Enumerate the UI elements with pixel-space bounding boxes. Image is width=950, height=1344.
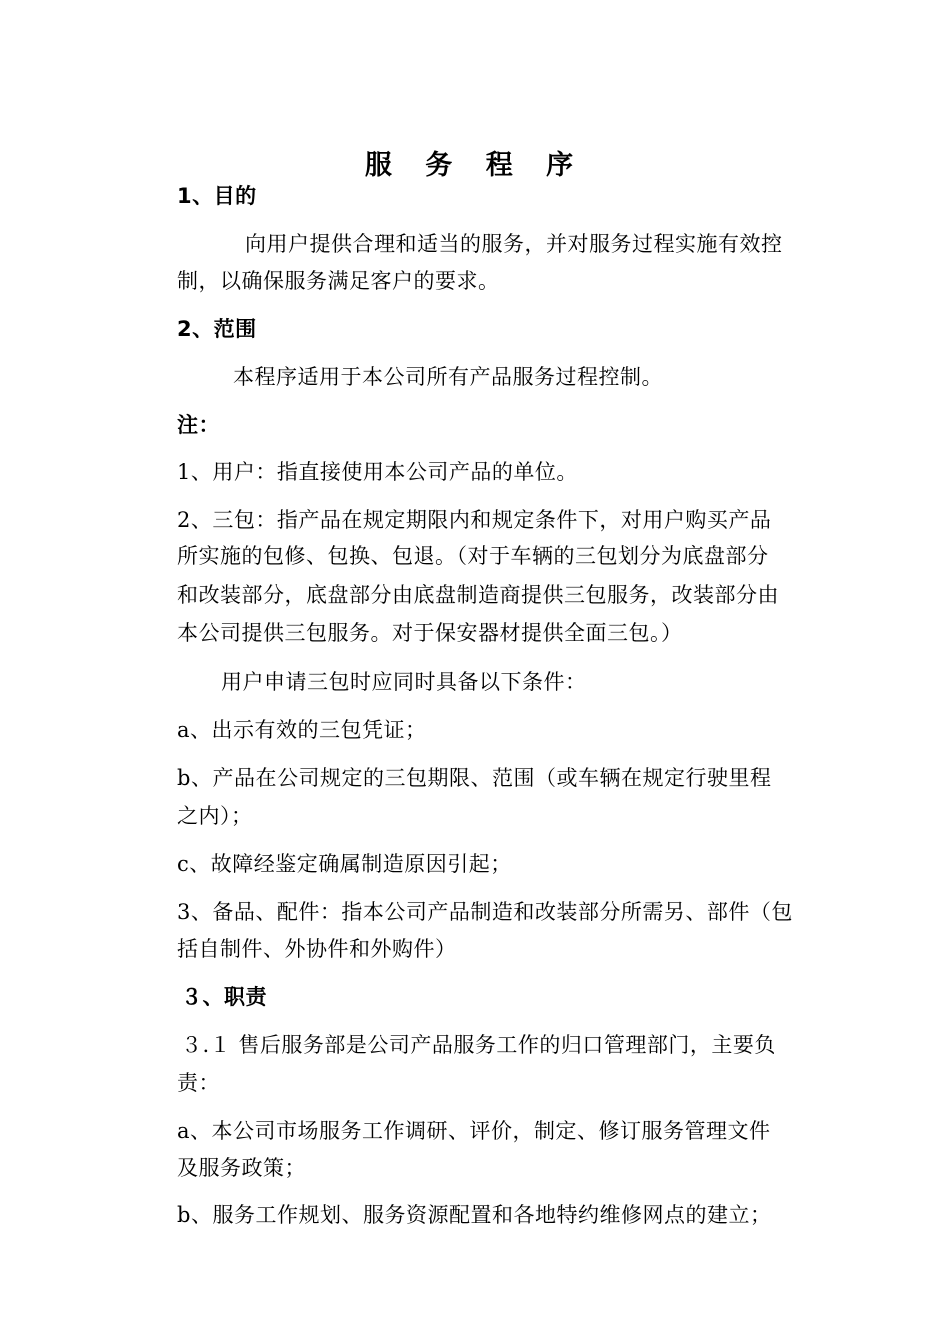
section-scope-heading: 2、范围: [177, 317, 257, 341]
note-item-3-line-1: 3、备品、配件：指本公司产品制造和改装部分所需另、部件（包: [177, 900, 793, 924]
responsibility-3-1-line-1: ３.１ 售后服务部是公司产品服务工作的归口管理部门，主要负: [181, 1033, 776, 1057]
purpose-text-line-1: 向用户提供合理和适当的服务，并对服务过程实施有效控: [245, 232, 783, 256]
notes-heading: 注：: [177, 413, 220, 437]
condition-c: c、故障经鉴定确属制造原因引起；: [177, 852, 512, 876]
section-responsibilities-heading: ３、职责: [181, 985, 267, 1009]
purpose-text-line-2: 制，以确保服务满足客户的要求。: [177, 269, 500, 293]
scope-text-line-1: 本程序适用于本公司所有产品服务过程控制。: [233, 365, 663, 389]
responsibility-a-line-1: a、本公司市场服务工作调研、评价，制定、修订服务管理文件: [177, 1119, 771, 1143]
responsibility-3-1-line-2: 责：: [177, 1071, 220, 1095]
condition-a: a、出示有效的三包凭证；: [177, 718, 427, 742]
condition-b-line-2: 之内）；: [177, 804, 253, 828]
section-purpose-heading: 1、目的: [177, 184, 257, 208]
note-item-1: 1、用户：指直接使用本公司产品的单位。: [177, 460, 578, 484]
note-item-2-line-1: 2、三包：指产品在规定期限内和规定条件下，对用户购买产品: [177, 508, 772, 532]
note-item-3-line-2: 括自制件、外协件和外购件）: [177, 937, 457, 961]
condition-intro: 用户申请三包时应同时具备以下条件：: [221, 670, 587, 694]
responsibility-b: b、服务工作规划、服务资源配置和各地特约维修网点的建立；: [177, 1203, 772, 1227]
responsibility-a-line-2: 及服务政策；: [177, 1156, 306, 1180]
condition-b-line-1: b、产品在公司规定的三包期限、范围（或车辆在规定行驶里程: [177, 766, 772, 790]
document-title: 服 务 程 序: [364, 150, 586, 181]
note-item-2-line-3: 和改装部分，底盘部分由底盘制造商提供三包服务，改装部分由: [177, 583, 779, 607]
note-item-2-line-2: 所实施的包修、包换、包退。（对于车辆的三包划分为底盘部分: [177, 544, 769, 568]
note-item-2-line-4: 本公司提供三包服务。对于保安器材提供全面三包。）: [177, 621, 683, 645]
